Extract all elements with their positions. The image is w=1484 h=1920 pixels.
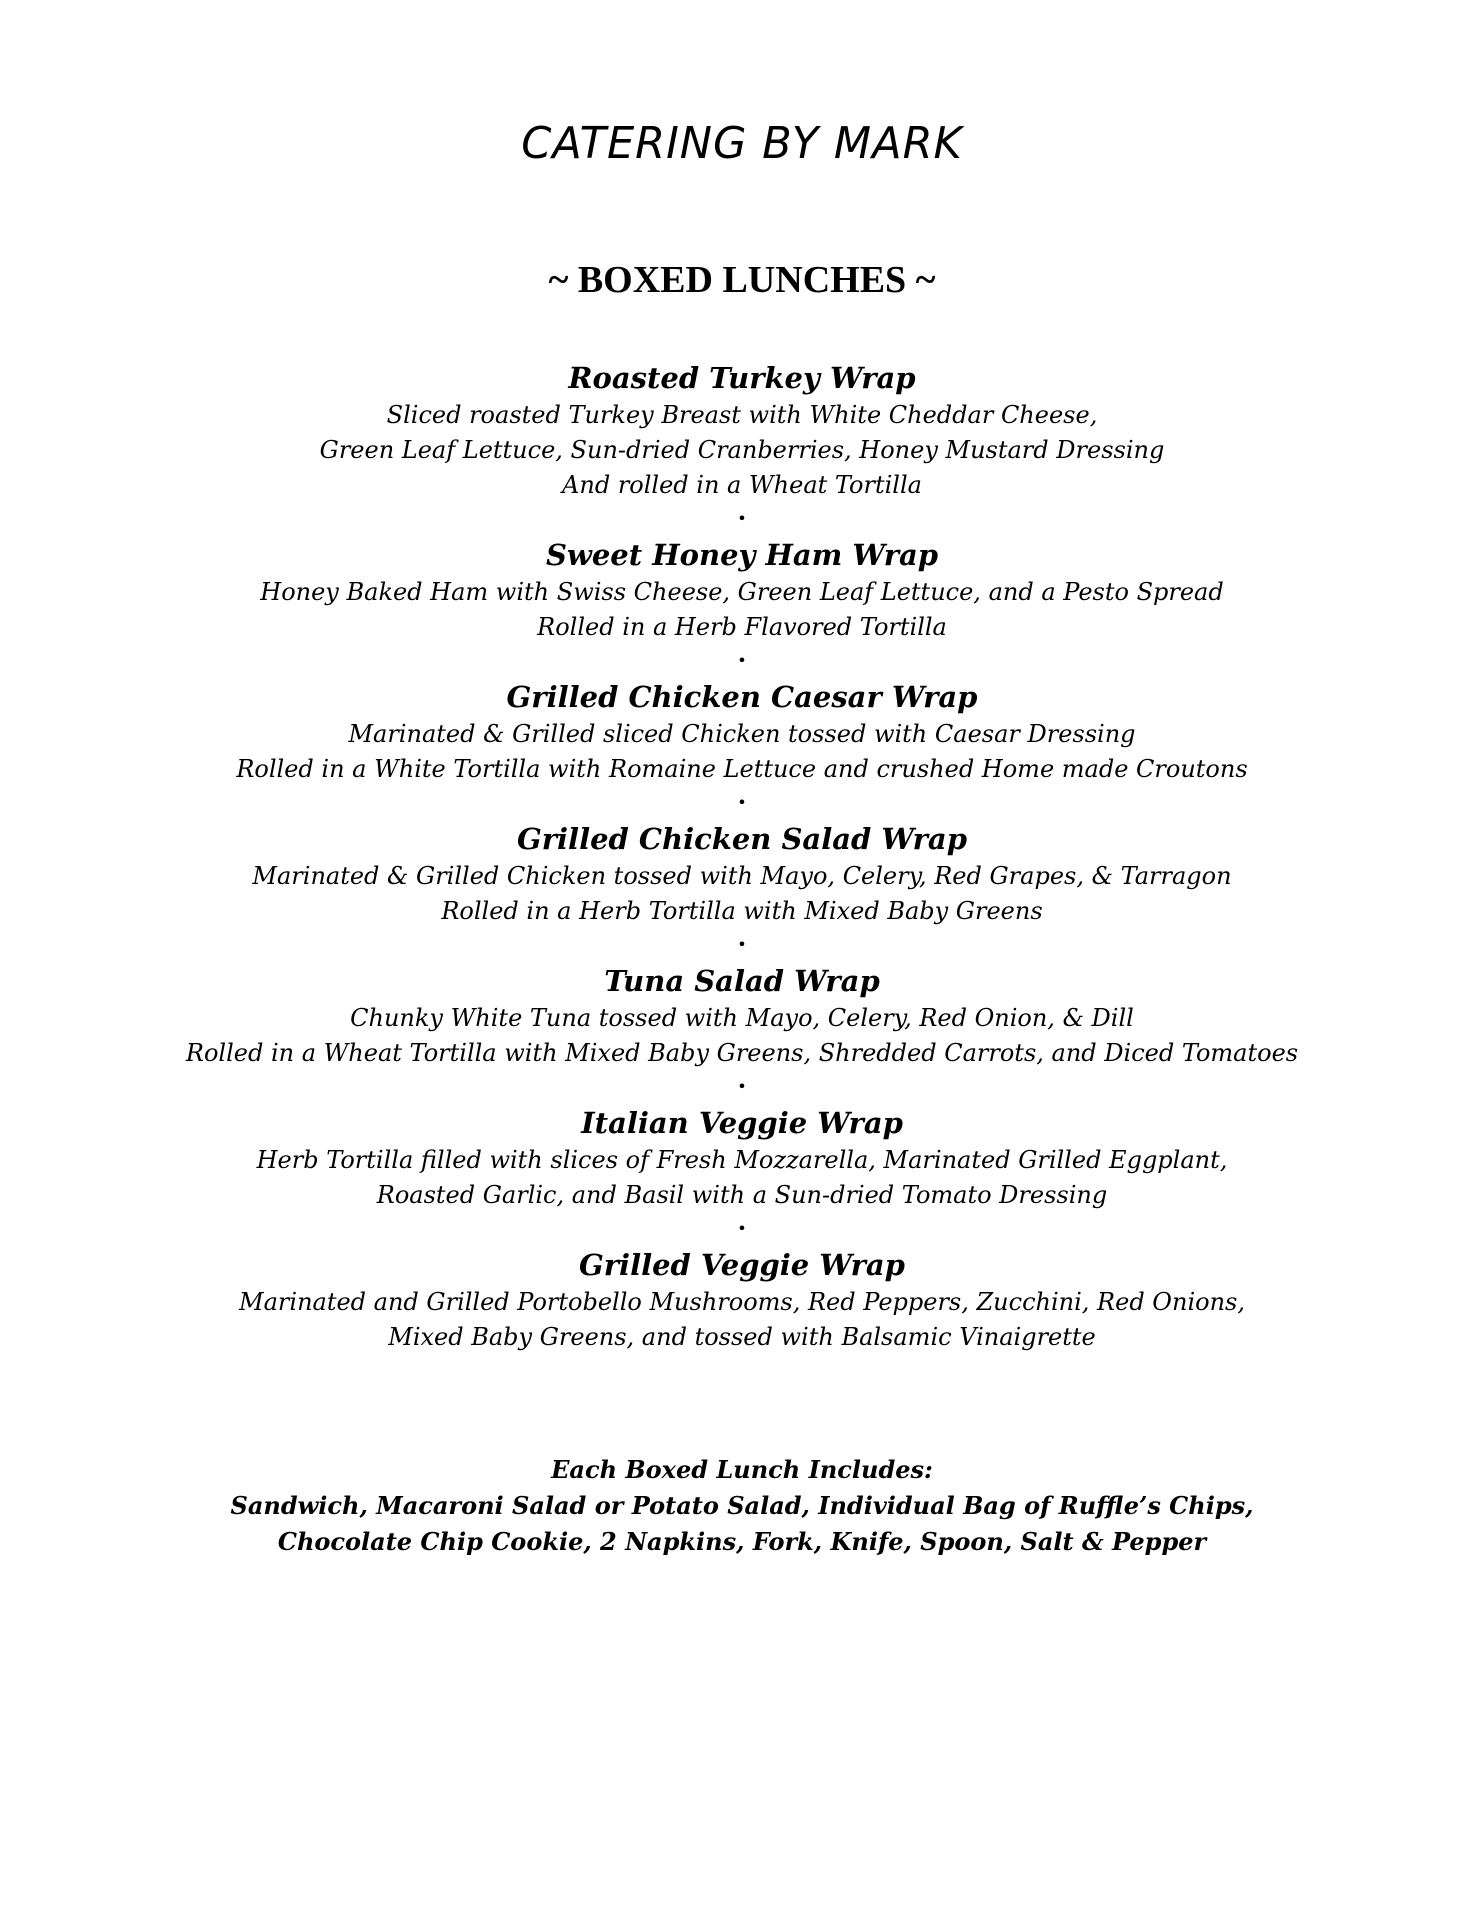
includes-line: Chocolate Chip Cookie, 2 Napkins, Fork, Knife, Spoon, Salt & Pepper [277, 1527, 1207, 1556]
menu-item-description: Marinated & Grilled Chicken tossed with Mayo, Celery, Red Grapes, & Tarragon [252, 862, 1232, 890]
menu-item [0, 819, 1484, 929]
menu-item-description: And rolled in a Wheat Tortilla [562, 471, 922, 499]
menu-item [0, 961, 1484, 1071]
menu-item-description: Marinated & Grilled sliced Chicken tossed with Caesar Dressing [348, 720, 1136, 748]
menu-item-description: Rolled in a Herb Flavored Tortilla [537, 613, 947, 641]
menu-item-name: Grilled Veggie Wrap [579, 1248, 905, 1282]
bullet-separator: • [737, 651, 747, 670]
menu-item-description: Rolled in a White Tortilla with Romaine Lettuce and crushed Home made Croutons [236, 755, 1248, 783]
menu-item [0, 1245, 1484, 1355]
includes-section [0, 1452, 1484, 1560]
bullet-separator: • [737, 935, 747, 954]
includes-heading: Each Boxed Lunch Includes: [551, 1455, 933, 1484]
menu-item-description: Sliced roasted Turkey Breast with White Cheddar Cheese, [386, 401, 1098, 429]
section-heading: ~ BOXED LUNCHES ~ [548, 259, 936, 301]
menu-item-description: Chunky White Tuna tossed with Mayo, Celery, Red Onion, & Dill [350, 1004, 1134, 1032]
menu-item-description: Herb Tortilla filled with slices of Fresh Mozzarella, Marinated Grilled Eggplant, [256, 1146, 1228, 1174]
menu-item-name: Sweet Honey Ham Wrap [545, 538, 939, 572]
menu-item-name: Italian Veggie Wrap [581, 1106, 903, 1140]
includes-line: Sandwich, Macaroni Salad or Potato Salad, Individual Bag of Ruffle’s Chips, [230, 1491, 1254, 1520]
bullet-separator: • [737, 509, 747, 528]
menu-item-name: Tuna Salad Wrap [604, 964, 880, 998]
menu-item-description: Green Leaf Lettuce, Sun-dried Cranberries, Honey Mustard Dressing [319, 436, 1165, 464]
page-title: CATERING BY MARK [521, 118, 963, 169]
menu-item-name: Grilled Chicken Caesar Wrap [506, 680, 978, 714]
menu-item [0, 358, 1484, 503]
menu-item-description: Rolled in a Herb Tortilla with Mixed Baby Greens [441, 897, 1043, 925]
bullet-separator: • [737, 793, 747, 812]
menu-item-description: Marinated and Grilled Portobello Mushrooms, Red Peppers, Zucchini, Red Onions, [239, 1288, 1245, 1316]
menu-item [0, 1103, 1484, 1213]
menu-item [0, 677, 1484, 787]
menu-list [0, 358, 1484, 1355]
bullet-separator: • [737, 1077, 747, 1096]
bullet-separator: • [737, 1219, 747, 1238]
menu-item-name: Roasted Turkey Wrap [568, 361, 916, 395]
menu-item-description: Rolled in a Wheat Tortilla with Mixed Baby Greens, Shredded Carrots, and Diced Tomatoes [185, 1039, 1299, 1067]
menu-item [0, 535, 1484, 645]
menu-item-name: Grilled Chicken Salad Wrap [516, 822, 967, 856]
menu-item-description: Honey Baked Ham with Swiss Cheese, Green Leaf Lettuce, and a Pesto Spread [260, 578, 1224, 606]
menu-item-description: Mixed Baby Greens, and tossed with Balsamic Vinaigrette [388, 1323, 1096, 1351]
menu-item-description: Roasted Garlic, and Basil with a Sun-dried Tomato Dressing [376, 1181, 1108, 1209]
